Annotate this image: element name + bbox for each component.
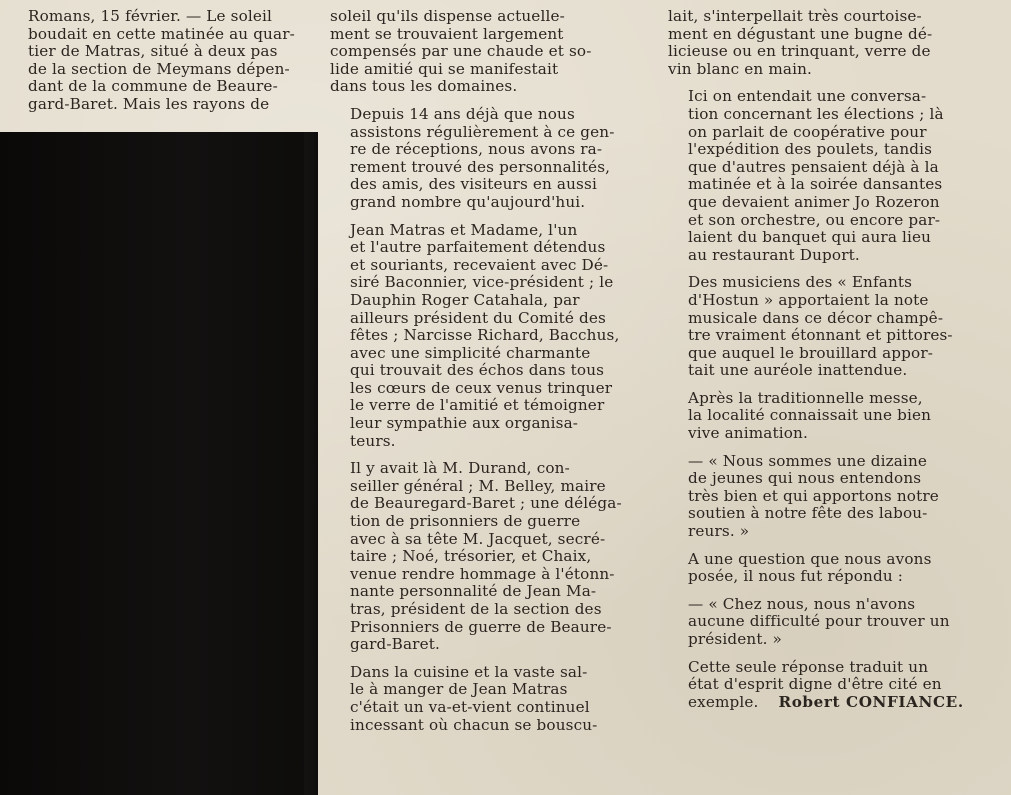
text-line: on parlait de coopérative pour (688, 123, 927, 141)
text-line: avec à sa tête M. Jacquet, secré- (350, 530, 606, 548)
text-line: l'expédition des poulets, tandis (688, 141, 933, 159)
text-line: d'Hostun » apportaient la note (688, 291, 929, 309)
text-line: le verre de l'amitié et témoigner (350, 397, 605, 415)
text-line: tion concernant les élections ; là (688, 105, 944, 123)
text-line: tait une auréole inattendue. (688, 362, 908, 380)
text-line: leur sympathie aux organisa- (350, 415, 579, 433)
text-line: les cœurs de ceux venus trinquer (350, 379, 613, 397)
text-line: — « Nous sommes une dizaine (688, 452, 928, 470)
paragraph-opening (8, 8, 320, 114)
text-line: rement trouvé des personnalités, (350, 158, 611, 176)
text-line: ment en dégustant une bugne dé- (668, 25, 933, 43)
paragraph (330, 8, 657, 96)
text-line: licieuse ou en trinquant, verre de (668, 43, 931, 61)
closing-word: exemple. (688, 693, 759, 711)
text-line: que auquel le brouillard appor- (688, 344, 934, 362)
text-line: président. » (688, 631, 782, 648)
text-line: matinée et à la soirée dansantes (688, 176, 943, 194)
text-line: — « Chez nous, nous n'avons (688, 595, 916, 613)
text-line: la localité connaissait une bien (688, 407, 932, 425)
paragraph (668, 390, 998, 443)
text-line: lide amitié qui se manifestait (330, 60, 559, 78)
text-line: compensés par une chaude et so- (330, 43, 592, 61)
text-line: gard-Baret. Mais les rayons de (28, 95, 270, 113)
text-line: taire ; Noé, trésorier, et Chaix, (350, 548, 592, 566)
text-line: et souriants, recevaient avec Dé- (350, 256, 609, 274)
text-line: état d'esprit digne d'être cité en (688, 676, 942, 694)
text-line: tre vraiment étonnant et pittores- (688, 327, 953, 345)
paragraph (330, 460, 657, 654)
text-line: Il y avait là M. Durand, con- (350, 460, 570, 478)
text-line: reurs. » (688, 523, 750, 541)
text-line: seiller général ; M. Belley, maire (350, 477, 606, 495)
text-line: musicale dans ce décor champê- (688, 309, 944, 327)
text-line: soutien à notre fête des labou- (688, 505, 928, 523)
text-line: Cette seule réponse traduit un (688, 658, 929, 676)
paragraph (668, 88, 998, 264)
text-line: au restaurant Duport. (688, 246, 860, 264)
text-line: incessant où chacun se bouscu- (350, 716, 598, 734)
paragraph (668, 274, 998, 380)
text-line: Dauphin Roger Catahala, par (350, 291, 580, 309)
text-line: le à manger de Jean Matras (350, 681, 568, 699)
text-line: Ici on entendait une conversa- (688, 88, 927, 106)
text-line: siré Baconnier, vice-président ; le (350, 274, 614, 292)
text-line: qui trouvait des échos dans tous (350, 362, 605, 380)
author-signature: Robert CONFIANCE. (778, 693, 964, 711)
text-line-final (668, 694, 998, 712)
text-line: venue rendre hommage à l'étonn- (350, 565, 615, 583)
text-line: vin blanc en main. (668, 60, 813, 78)
text-line: Dans la cuisine et la vaste sal- (350, 663, 588, 681)
text-line: re de réceptions, nous avons ra- (350, 141, 603, 159)
text-line: teurs. (350, 432, 396, 450)
text-line: que d'autres pensaient déjà à la (688, 158, 939, 176)
text-line: des amis, des visiteurs en aussi (350, 176, 597, 194)
text-line: aucune difficulté pour trouver un (688, 613, 950, 631)
text-line: gard-Baret. (350, 636, 440, 654)
text-line: dant de la commune de Beaure- (28, 78, 278, 96)
paragraph (330, 106, 657, 212)
dark-photo-area (0, 132, 318, 795)
text-line: c'était un va-et-vient continuel (350, 698, 590, 716)
text-line: soleil qu'ils dispense actuelle- (330, 8, 565, 25)
text-line: que devaient animer Jo Rozeron (688, 193, 940, 211)
text-line: fêtes ; Narcisse Richard, Bacchus, (350, 327, 620, 345)
photo-edge-shadow (304, 132, 318, 795)
text-line: assistons régulièrement à ce gen- (350, 123, 615, 141)
text-line: ailleurs président du Comité des (350, 309, 606, 327)
text-line: dans tous les domaines. (330, 78, 518, 96)
text-line: Romans, 15 février. — Le soleil (28, 8, 273, 25)
text-line: Des musiciens des « Enfants (688, 274, 913, 292)
paragraph (330, 222, 657, 451)
text-line: Jean Matras et Madame, l'un (350, 221, 578, 239)
text-line: grand nombre qu'aujourd'hui. (350, 193, 586, 211)
text-line: avec une simplicité charmante (350, 344, 591, 362)
text-line: Prisonniers de guerre de Beaure- (350, 618, 612, 636)
text-line: vive animation. (688, 425, 808, 443)
text-line: lait, s'interpellait très courtoise- (668, 8, 922, 25)
text-line: tier de Matras, situé à deux pas (28, 43, 278, 61)
paragraph-quote (668, 453, 998, 541)
text-line: boudait en cette matinée au quar- (28, 25, 295, 43)
paragraph (668, 551, 998, 586)
text-line: de la section de Meymans dépen- (28, 60, 290, 78)
text-line: de jeunes qui nous entendons (688, 470, 922, 488)
text-line: très bien et qui apportons notre (688, 487, 939, 505)
paragraph (668, 8, 998, 78)
text-line: Après la traditionnelle messe, (688, 389, 923, 407)
text-line: et son orchestre, ou encore par- (688, 211, 941, 229)
text-line: ment se trouvaient largement (330, 25, 564, 43)
paragraph-closing (668, 659, 998, 712)
text-line: Depuis 14 ans déjà que nous (350, 105, 575, 123)
article-column-3 (668, 8, 998, 711)
text-line: et l'autre parfaitement détendus (350, 239, 606, 257)
text-line: nante personnalité de Jean Ma- (350, 583, 597, 601)
text-line: de Beauregard-Baret ; une déléga- (350, 495, 622, 513)
paragraph-quote (668, 596, 998, 649)
text-line: A une question que nous avons (688, 550, 932, 568)
text-line: laient du banquet qui aura lieu (688, 229, 932, 247)
article-column-1 (8, 8, 320, 114)
paragraph (330, 664, 657, 734)
article-column-2 (330, 8, 657, 734)
text-line: tras, président de la section des (350, 601, 602, 618)
text-line: tion de prisonniers de guerre (350, 513, 581, 531)
text-line: posée, il nous fut répondu : (688, 568, 904, 586)
